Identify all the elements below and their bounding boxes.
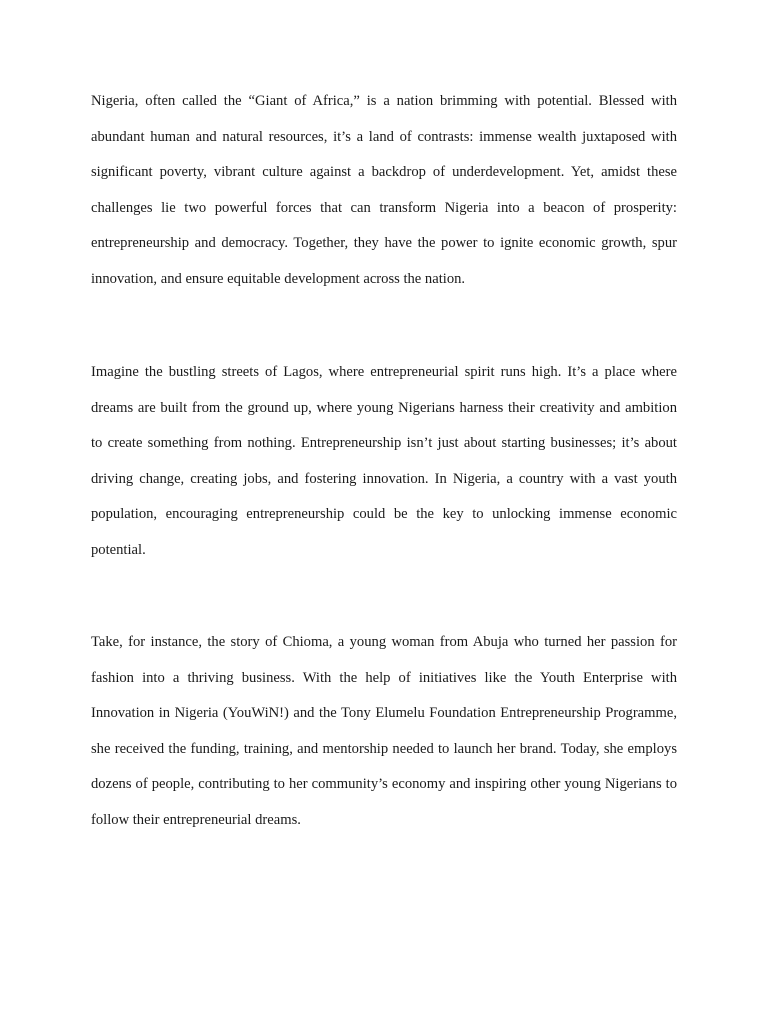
paragraph-intro: Nigeria, often called the “Giant of Africa,” is a nation brimming with potential. Blessed with abundant human and natural resources, it’s a land of contrasts: immense wealth juxtaposed with significant poverty, vibrant culture against a backdrop of underdevelopment. Yet, amidst these challenges lie two powerful forces that can transform Nigeria into a beacon of prosperity: entrepreneurship and democracy. Together, they have the power to ignite economic growth, spur innovation, and ensure equitable development across the nation. — [91, 93, 677, 287]
paragraph-chioma-story: Take, for instance, the story of Chioma, a young woman from Abuja who turned her passion for fashion into a thriving business. With the help of initiatives like the Youth Enterprise with Innovation in Nigeria (YouWiN!) and the Tony Elumelu Foundation Entrepreneurship Programme, she received the funding, training, and mentorship needed to launch her brand. Today, she employs dozens of people, contributing to her community’s economy and inspiring other young Nigerians to follow their entrepreneurial dreams. — [91, 634, 677, 828]
paragraph-lagos: Imagine the bustling streets of Lagos, where entrepreneurial spirit runs high. It’s a place where dreams are built from the ground up, where young Nigerians harness their creativity and ambition to create something from nothing. Entrepreneurship isn’t just about starting businesses; it’s about driving change, creating jobs, and fostering innovation. In Nigeria, a country with a vast youth population, encouraging entrepreneurship could be the key to unlocking immense economic potential. — [91, 364, 677, 558]
